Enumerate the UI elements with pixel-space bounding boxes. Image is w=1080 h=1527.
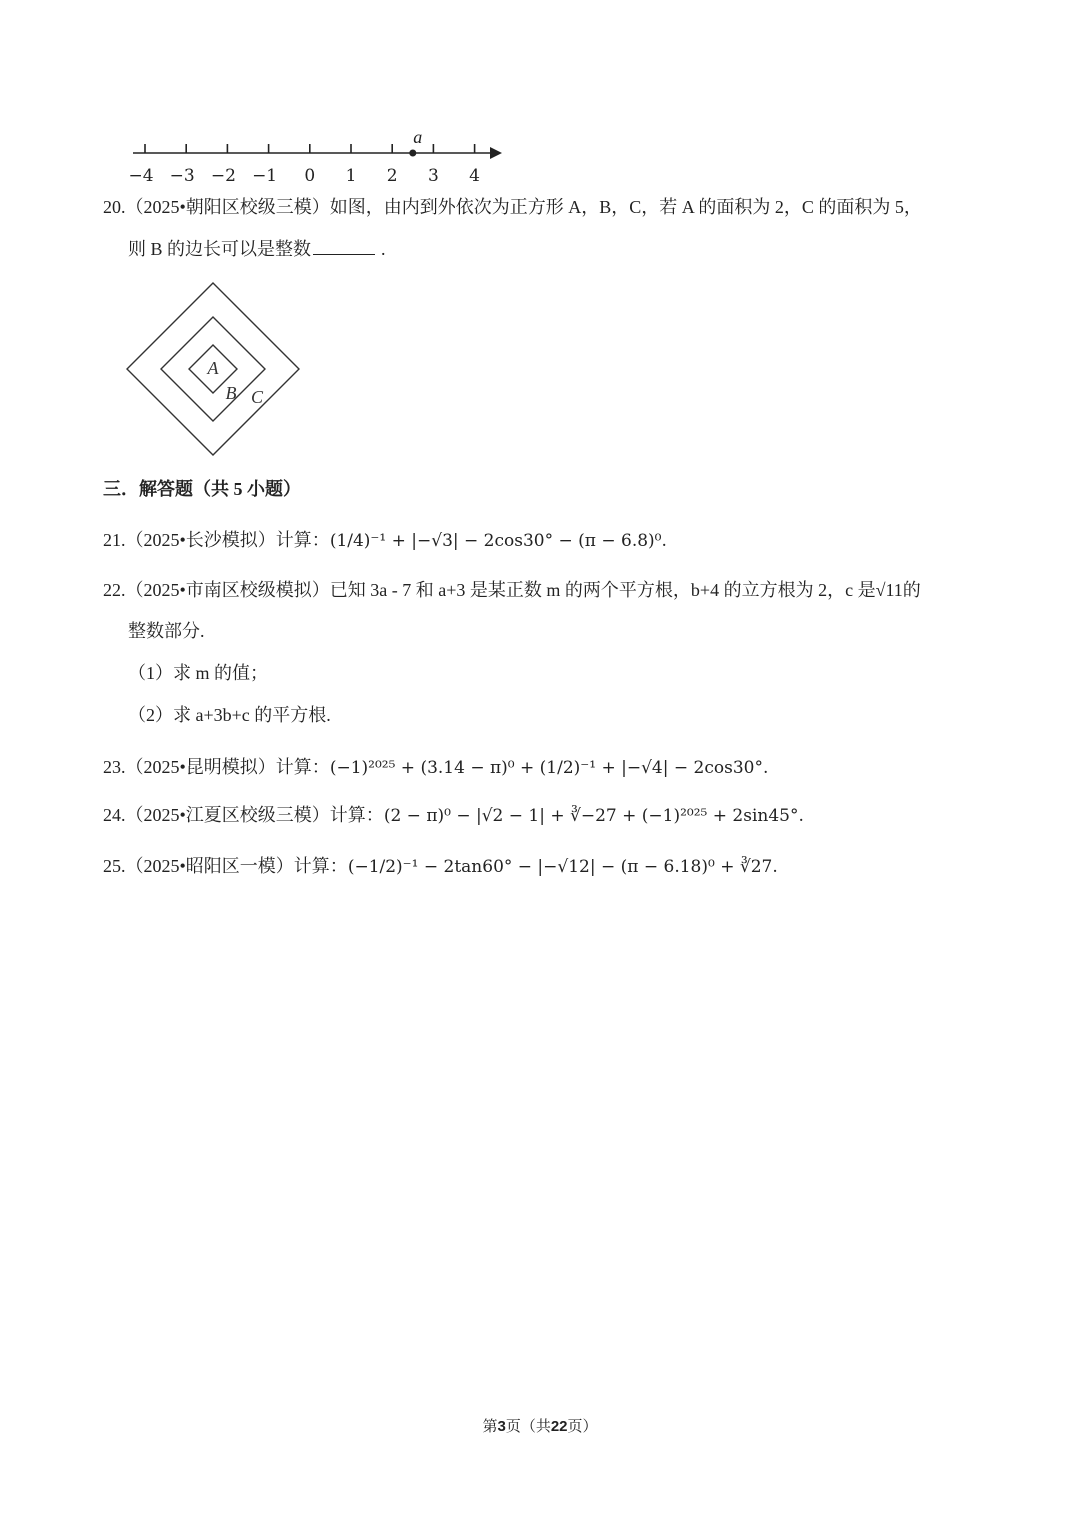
page-footer: [0, 1415, 1080, 1436]
label-a: A: [207, 358, 219, 378]
q21-prefix: 21.（2025•长沙模拟）计算：: [103, 530, 330, 550]
question-23: [103, 756, 768, 779]
q23-formula: (−1)²⁰²⁵ + (3.14 − π)⁰ + (1/2)⁻¹ + |−√4| − 2cos30°.: [329, 758, 769, 778]
tick-label: 1: [345, 166, 357, 186]
tick-label: −3: [169, 166, 195, 186]
q25-prefix: 25.（2025•昭阳区一模）计算：: [103, 856, 348, 876]
question-24: [103, 804, 804, 827]
q25-formula: (−1/2)⁻¹ − 2tan60° − |−√12| − (π − 6.18)⁰ + ∛27.: [347, 857, 778, 877]
footer-pre: 第: [482, 1419, 498, 1435]
tick-label: 2: [386, 166, 398, 186]
q24-formula: (2 − π)⁰ − |√2 − 1| + ∛−27 + (−1)²⁰²⁵ + 2sin45°.: [383, 806, 804, 826]
answer-blank: [313, 240, 375, 255]
label-c: C: [250, 387, 264, 407]
total-pages: 22: [550, 1418, 568, 1435]
tick-label: 0: [304, 166, 316, 186]
number-line: [133, 144, 502, 159]
tick-label: −1: [252, 166, 278, 186]
q24-prefix: 24.（2025•江夏区校级三模）计算：: [103, 805, 384, 825]
question-20-line1: 20.（2025•朝阳区校级三模）如图，由内到外依次为正方形 A，B，C，若 A 的面积为 2，C 的面积为 5，: [103, 197, 922, 217]
q23-prefix: 23.（2025•昆明模拟）计算：: [103, 757, 330, 777]
q20-text: 则 B 的边长可以是整数: [128, 239, 312, 259]
question-25: [103, 855, 778, 878]
label-b: B: [225, 383, 237, 403]
q21-formula: (1/4)⁻¹ + |−√3| − 2cos30° − (π − 6.8)⁰.: [329, 531, 667, 551]
question-21: [103, 529, 667, 552]
question-22-sub1: （1）求 m 的值；: [128, 663, 269, 683]
point-a: [409, 150, 416, 157]
question-22-line1: 22.（2025•市南区校级模拟）已知 3a - 7 和 a+3 是某正数 m 的两个平方根，b+4 的立方根为 2，c 是√11的: [103, 580, 921, 600]
tick-label: −2: [210, 166, 236, 186]
arrow-icon: [490, 147, 502, 159]
footer-post: 页）: [567, 1419, 598, 1435]
footer-mid: 页（共: [505, 1419, 551, 1435]
tick-label: 4: [469, 166, 481, 186]
tick-label: −4: [128, 166, 154, 186]
q20-end: .: [381, 239, 386, 259]
question-20-line2: [128, 238, 386, 260]
tick-label: 3: [427, 166, 439, 186]
point-label: a: [413, 127, 423, 147]
section-header: 三．解答题（共 5 小题）: [103, 479, 301, 499]
question-22-line2: 整数部分.: [128, 621, 205, 641]
page-number: 3: [497, 1418, 506, 1435]
question-22-sub2: （2）求 a+3b+c 的平方根.: [128, 705, 331, 725]
